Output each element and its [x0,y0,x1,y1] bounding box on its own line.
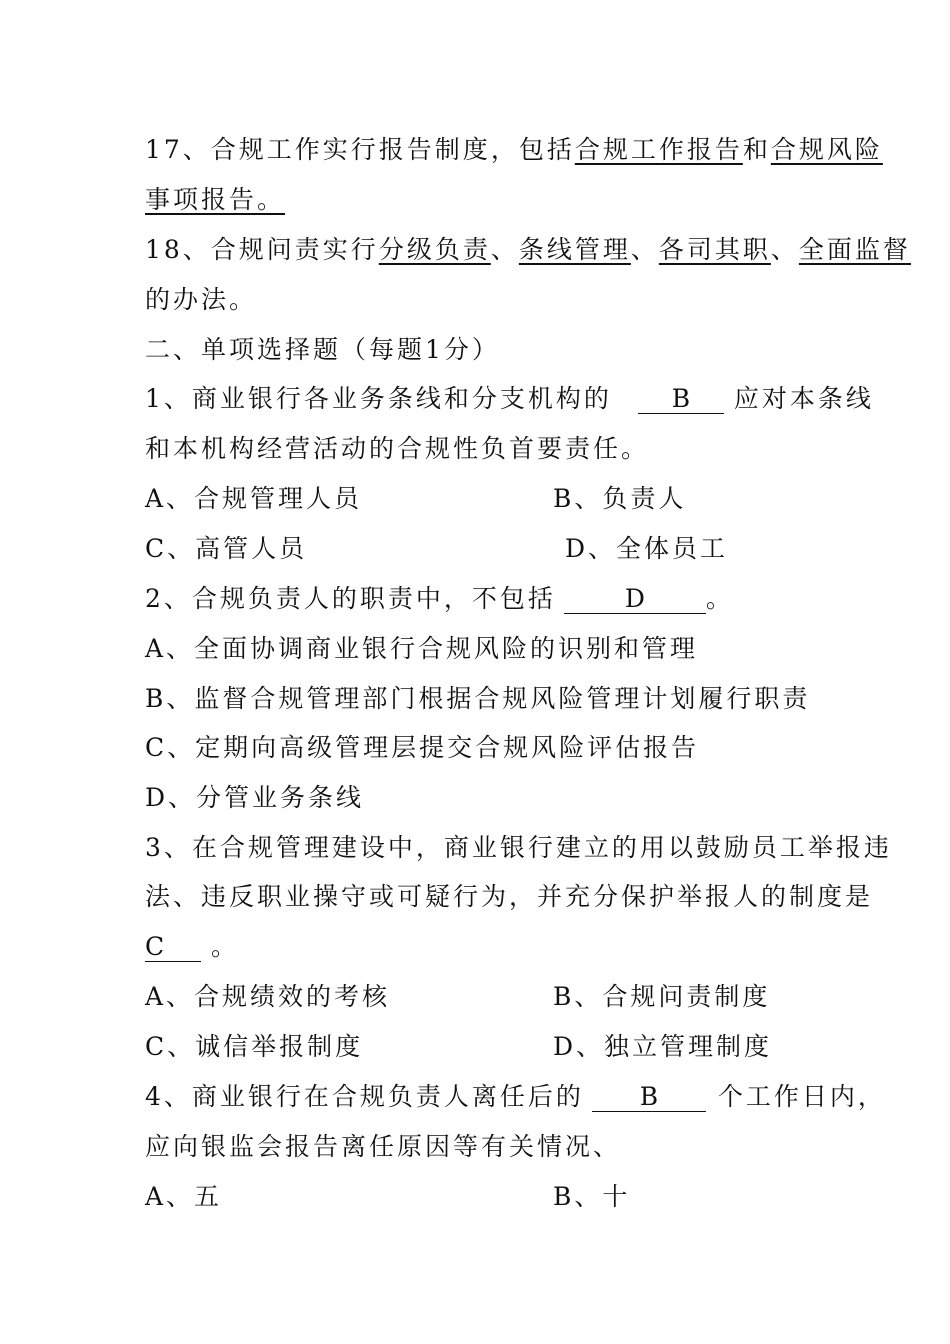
fill-question-18-line-2 [145,283,257,317]
q17-answer-2-cont: 事项报告。 [145,185,286,214]
mc-question-4-line-1 [145,1080,886,1114]
mc-question-1-line-1 [145,382,874,416]
mc2-option-c: C、定期向高级管理层提交合规风险评估报告 [145,733,700,762]
mc1-option-c: C、高管人员 [145,534,308,563]
q18-answer-2: 条线管理 [518,235,631,264]
mc-question-3-line-3 [145,930,239,964]
mc1-stem-b: 应对本条线 [733,384,874,413]
mc2-option-d: D、分管业务条线 [145,783,365,812]
mc1-answer-blank: B [638,385,724,414]
q18-sep-3: 、 [770,235,799,264]
mc4-option-b: B、十 [553,1182,631,1211]
mc3-stem-c: 。 [211,932,240,961]
q18-suffix: 的办法。 [145,285,258,314]
q17-answer-1: 合规工作报告 [574,135,743,164]
q18-answer-1: 分级负责 [378,235,491,264]
mc2-stem-b: 。 [705,584,734,613]
fill-question-17-line-1 [145,133,883,167]
mc-question-1-line-2: 和本机构经营活动的合规性负首要责任。 [145,434,650,463]
mc3-option-a: A、合规绩效的考核 [145,982,391,1011]
q18-prefix: 18、合规问责实行 [145,235,379,264]
mc-question-4-line-2: 应向银监会报告离任原因等有关情况、 [145,1132,622,1161]
section-title: 二、单项选择题（每题1分） [145,335,500,364]
mc3-answer-blank: C [145,933,201,962]
mc3-option-b: B、合规问责制度 [553,982,771,1011]
q17-prefix: 17、合规工作实行报告制度，包括 [145,135,575,164]
q18-sep-1: 、 [490,235,519,264]
mc2-option-a: A、全面协调商业银行合规风险的识别和管理 [145,634,699,663]
q18-answer-4: 全面监督 [798,235,911,264]
mc1-option-d: D、全体员工 [565,534,729,563]
q18-sep-2: 、 [630,235,659,264]
mc3-option-d: D、独立管理制度 [553,1032,773,1061]
mc2-option-b: B、监督合规管理部门根据合规风险管理计划履行职责 [145,684,811,713]
q17-answer-2: 合规风险 [770,135,883,164]
mc-question-3-line-1: 3、在合规管理建设中，商业银行建立的用以鼓励员工举报违 [145,833,892,862]
fill-question-18-line-1 [145,233,911,267]
mc-question-3-line-2: 法、违反职业操守或可疑行为，并充分保护举报人的制度是 [145,882,874,911]
mc1-option-a: A、合规管理人员 [145,484,363,513]
q17-mid: 和 [742,135,771,164]
mc3-option-c: C、诚信举报制度 [145,1032,364,1061]
mc4-option-a: A、五 [145,1182,223,1211]
mc4-stem-b: 个工作日内， [717,1082,886,1111]
mc2-stem-a: 2、合规负责人的职责中，不包括 [145,584,556,613]
mc1-option-b: B、负责人 [553,484,687,513]
q18-answer-3: 各司其职 [658,235,771,264]
mc-question-2-line-1 [145,582,734,616]
fill-question-17-line-2 [145,183,285,217]
mc1-stem-a: 1、商业银行各业务条线和分支机构的 [145,384,612,413]
mc4-answer-blank: B [592,1083,706,1112]
mc4-stem-a: 4、商业银行在合规负责人离任后的 [145,1082,584,1111]
mc2-answer-blank: D [564,585,706,614]
